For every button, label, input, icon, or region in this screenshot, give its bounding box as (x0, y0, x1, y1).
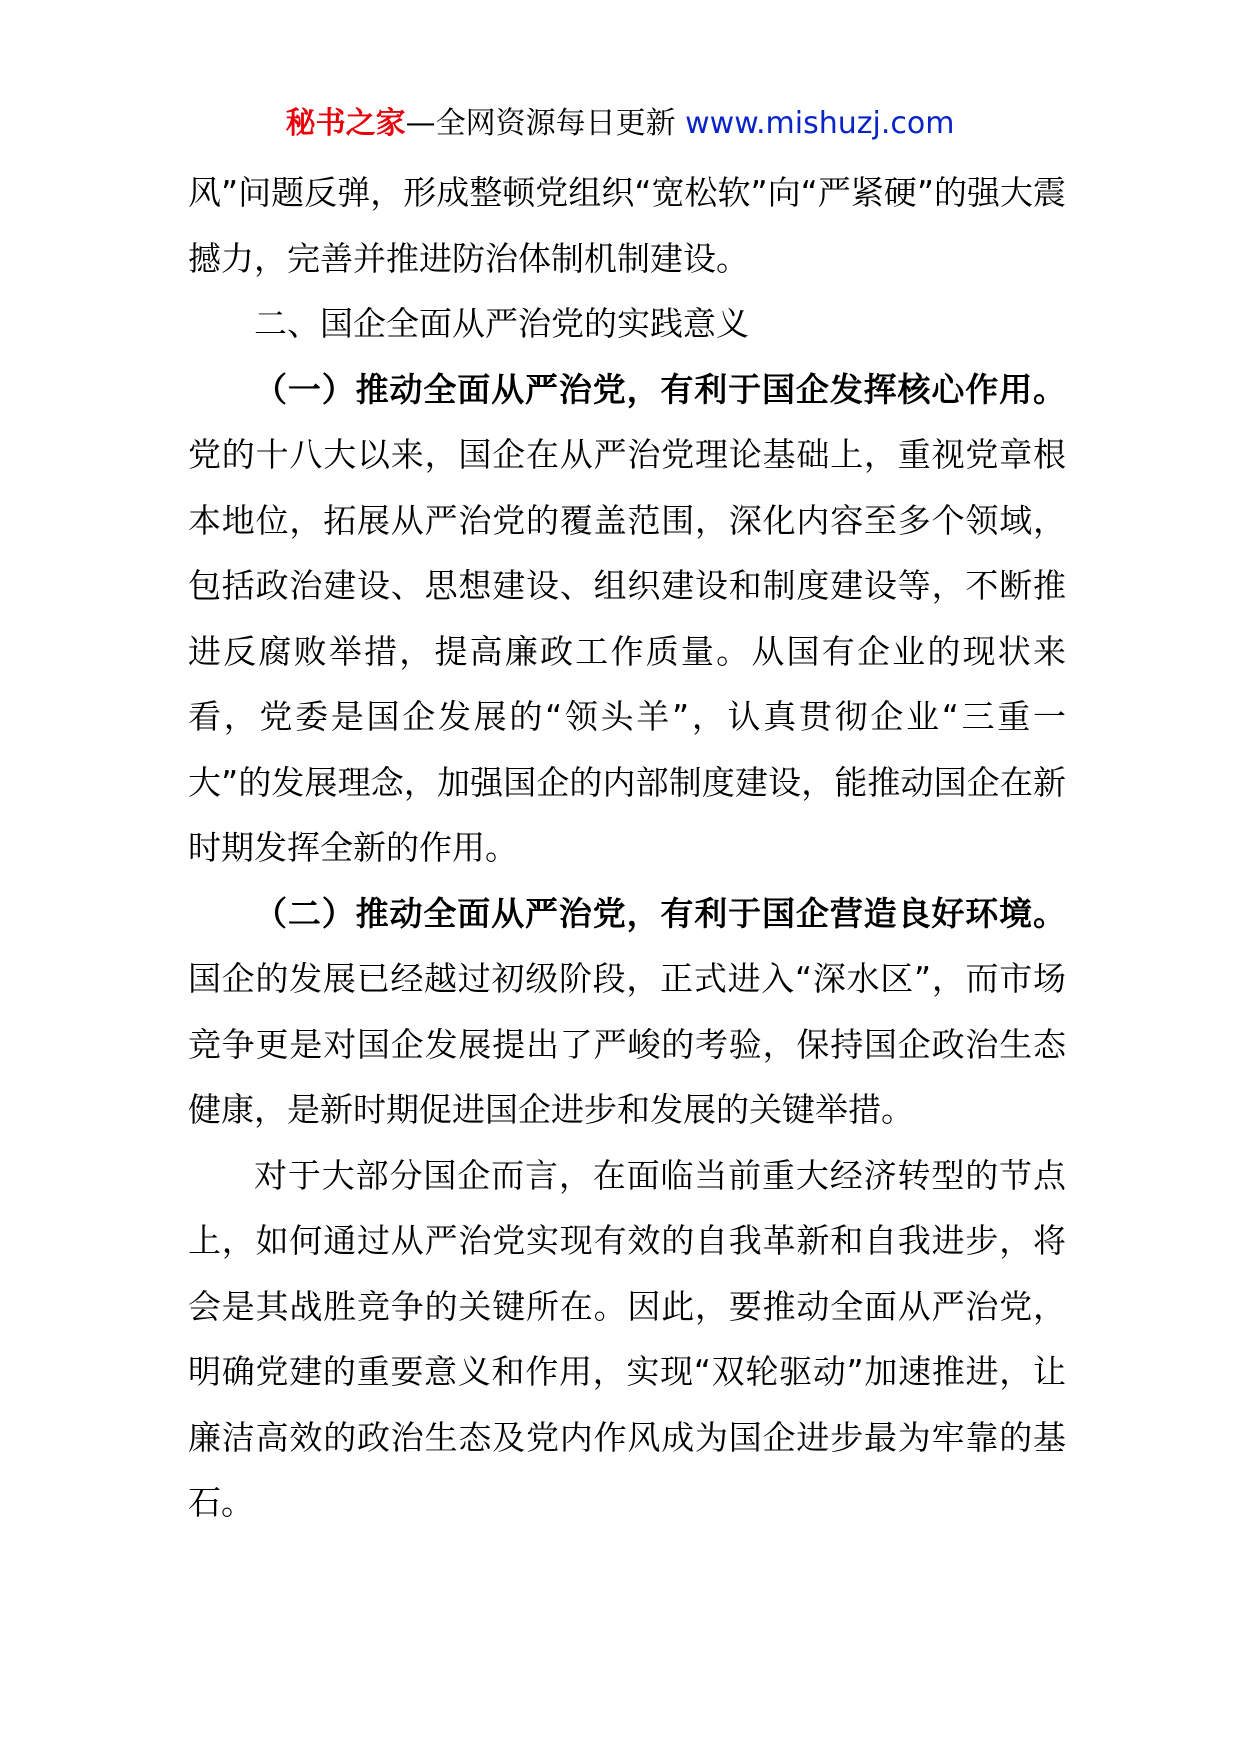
section-heading (188, 291, 1066, 357)
page-header (0, 102, 1240, 146)
paragraph-point-1 (188, 357, 1066, 881)
site-url[interactable]: www.mishuzj.com (685, 106, 955, 141)
paragraph-conclusion (188, 1143, 1066, 1536)
point-2-lead: （二）推动全面从严治党，有利于国企营造良好环境。 (254, 893, 1066, 933)
section-heading-text: 二、国企全面从严治党的实践意义 (254, 304, 749, 343)
point-1-lead: （一）推动全面从严治党，有利于国企发挥核心作用。 (254, 369, 1066, 409)
point-1-text: 党的十八大以来，国企在从严治党理论基础上，重视党章根本地位，拓展从严治党的覆盖范围，深化内容至多个领域，包括政治建设、思想建设、组织建设和制度建设等，不断推进反腐败举措，提高廉政工作质量。从国有企业的现状来看，党委是国企发展的“领头羊”，认真贯彻企业“三重一大”的发展理念，加强国企的内部制度建设，能推动国企在新时期发挥全新的作用。 (188, 435, 1066, 867)
paragraph-point-2 (188, 881, 1066, 1143)
brand-name: 秘书之家 (285, 106, 406, 141)
paragraph-text: 风”问题反弹，形成整顿党组织“宽松软”向“严紧硬”的强大震撼力，完善并推进防治体制机制建设。 (188, 173, 1066, 278)
point-2-text: 国企的发展已经越过初级阶段，正式进入“深水区”，而市场竞争更是对国企发展提出了严峻的考验，保持国企政治生态健康，是新时期促进国企进步和发展的关键举措。 (188, 959, 1066, 1129)
document-body (188, 160, 1066, 1536)
paragraph-continuation (188, 160, 1066, 291)
conclusion-text: 对于大部分国企而言，在面临当前重大经济转型的节点上，如何通过从严治党实现有效的自我革新和自我进步，将会是其战胜竞争的关键所在。因此，要推动全面从严治党，明确党建的重要意义和作用，实现“双轮驱动”加速推进，让廉洁高效的政治生态及党内作风成为国企进步最为牢靠的基石。 (188, 1155, 1066, 1522)
header-tagline: —全网资源每日更新 (405, 106, 686, 141)
